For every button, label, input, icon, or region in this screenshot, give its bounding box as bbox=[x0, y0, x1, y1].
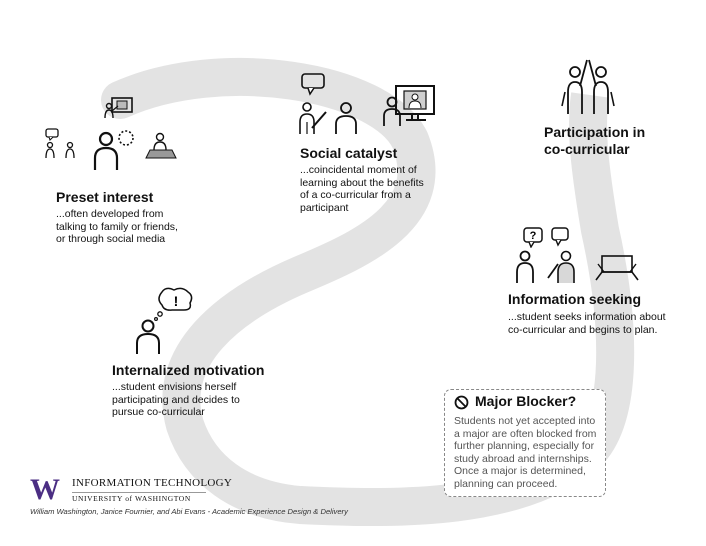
major-blocker-callout bbox=[444, 389, 606, 497]
question-bubble-icon bbox=[522, 226, 546, 248]
major-blocker-title: Major Blocker? bbox=[475, 393, 577, 409]
stage-title-social-catalyst: Social catalyst bbox=[300, 145, 398, 161]
logo-divider bbox=[72, 492, 206, 493]
speech-bubble-icon-small bbox=[550, 226, 572, 248]
stage-desc-social-catalyst: ...coincidental moment of learning about the benefits of a co-curricular from a participant bbox=[300, 164, 424, 214]
stage-title-participation: Participation in co-curricular bbox=[544, 124, 646, 157]
student-asking-icon bbox=[514, 250, 584, 284]
stage-title-information-seeking: Information seeking bbox=[508, 291, 642, 307]
blocked-icon bbox=[454, 395, 469, 410]
university-name: UNIVERSITY of WASHINGTON bbox=[72, 494, 191, 503]
credits-text: William Washington, Janice Fournier, and Abi Evans - Academic Experience Design & Delivery bbox=[30, 507, 348, 516]
video-call-icon bbox=[382, 84, 438, 128]
exclamation-mark-text: ! bbox=[173, 293, 179, 309]
stage-title-internalized-motivation: Internalized motivation bbox=[112, 362, 265, 378]
department-name: INFORMATION TECHNOLOGY bbox=[72, 477, 233, 489]
stage-desc-preset-interest: ...often developed from talking to family or friends, or through social media bbox=[56, 208, 178, 246]
stage-desc-information-seeking: ...student seeks information about co-curricular and begins to plan. bbox=[508, 311, 666, 336]
presentation-icon bbox=[104, 96, 134, 122]
question-mark-text: ? bbox=[529, 230, 537, 242]
thought-dots-icon bbox=[116, 128, 136, 148]
uw-logo-letter: W bbox=[30, 473, 60, 506]
stage-title-preset-interest: Preset interest bbox=[56, 189, 154, 205]
thinking-person-icon bbox=[134, 286, 196, 356]
laptop-reading-icon bbox=[594, 252, 640, 282]
major-blocker-desc: Students not yet accepted into a major are often blocked from further planning, especially for study abroad and internships. Once a major is determined, planning can proceed. bbox=[454, 415, 597, 490]
desk-person-icon bbox=[142, 130, 180, 160]
speech-bubble-icon bbox=[300, 72, 328, 96]
two-people-talking-icon bbox=[298, 100, 362, 136]
stage-desc-internalized-motivation: ...student envisions herself participating and decides to pursue co-curricular bbox=[112, 381, 240, 419]
conversation-icon bbox=[44, 128, 80, 162]
high-five-icon bbox=[560, 56, 616, 116]
